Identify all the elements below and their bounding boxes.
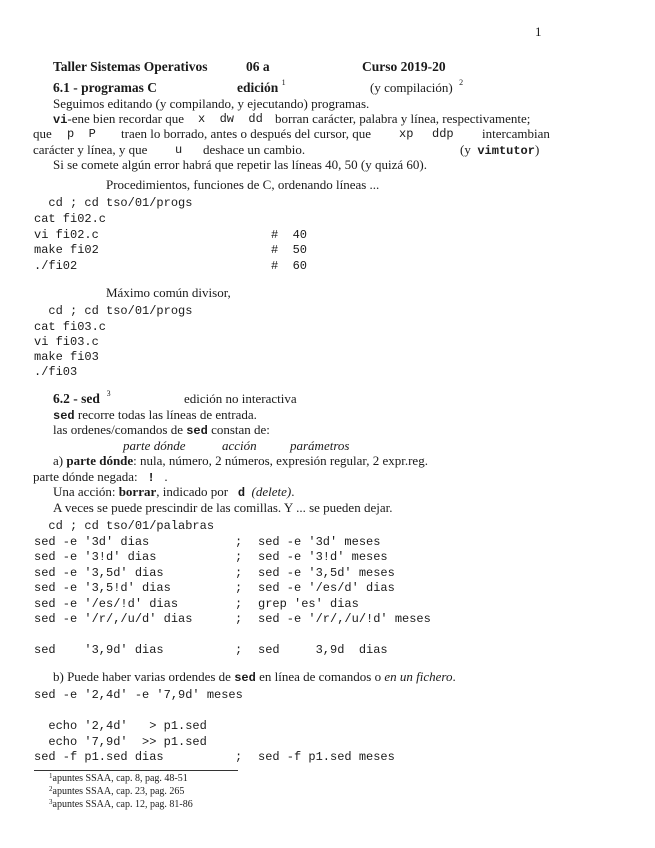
sed-cmd: sed — [53, 409, 75, 423]
example-left: sed -e '3!d' dias — [34, 550, 157, 564]
vimtutor-cmd: vimtutor — [477, 144, 535, 158]
part-action: acción — [222, 438, 257, 453]
item-a — [53, 453, 428, 469]
code-line: cd ; cd tso/01/progs — [34, 196, 193, 210]
footnote-rule — [34, 770, 238, 771]
part-where: parte dónde — [123, 438, 186, 453]
course-year: Curso 2019-20 — [362, 59, 446, 74]
footnote-mark: 1 — [49, 772, 53, 780]
sed-structure — [53, 422, 270, 438]
footnote-text: apuntes SSAA, cap. 23, pag. 265 — [52, 786, 185, 797]
title-text: 6.2 - sed — [53, 391, 100, 406]
item-b — [53, 669, 456, 685]
code-line: cd ; cd tso/01/palabras — [34, 519, 215, 533]
text: parte dónde negada: — [33, 469, 138, 484]
text: . — [164, 469, 168, 484]
footnote-ref-2[interactable]: 2 — [459, 78, 464, 87]
example-left: sed -e '/r/,/u/d' dias — [34, 612, 193, 626]
text: las ordenes/comandos de — [53, 422, 187, 437]
vi-paste-keys: p P — [67, 127, 96, 141]
section-6-2-title — [53, 391, 111, 407]
vi-swap-char-key: xp — [399, 127, 414, 141]
text: -ene bien recordar que — [67, 111, 184, 126]
code-comment: # 50 — [271, 243, 308, 257]
block1-caption: Procedimientos, funciones de C, ordenando líneas ... — [106, 177, 380, 192]
text: en un fichero — [384, 669, 453, 684]
example-left: sed -e '3d' dias — [34, 535, 150, 549]
action-note — [53, 484, 295, 500]
negation-symbol: ! — [147, 471, 155, 485]
example-left: sed -f p1.sed dias — [34, 750, 164, 764]
example-right: sed -e '/r/,/u/!d' meses — [258, 612, 431, 626]
vi-delete-keys: x dw dd — [198, 112, 263, 126]
block2-caption: Máximo común divisor, — [106, 285, 231, 300]
code-line: make fi03 — [34, 350, 99, 364]
section-6-2-subtitle: edición no interactiva — [184, 391, 297, 406]
text: , indicado por — [156, 484, 229, 499]
code-line: vi fi03.c — [34, 335, 99, 349]
code-line: cat fi02.c — [34, 212, 107, 226]
footnote-mark: 3 — [49, 798, 53, 806]
separator: ; — [235, 612, 243, 626]
vi-undo-key: u — [175, 143, 183, 157]
text: borran carácter, palabra y línea, respectivamente; — [275, 111, 531, 126]
paragraph-vi-line1 — [53, 111, 184, 127]
text: carácter y línea, y que — [33, 142, 148, 157]
code-line: ./fi03 — [34, 365, 78, 379]
code-comment: # 60 — [271, 259, 308, 273]
separator: ; — [235, 535, 243, 549]
code-line: vi fi02.c — [34, 228, 99, 242]
example-right: sed -f p1.sed meses — [258, 750, 395, 764]
example-left: sed -e '/es/!d' dias — [34, 597, 179, 611]
footnote-text: apuntes SSAA, cap. 8, pag. 48-51 — [52, 773, 188, 784]
footnote-1 — [49, 773, 188, 784]
example-right: sed 3,9d dias — [258, 643, 388, 657]
footnote-mark: 2 — [49, 785, 53, 793]
code-line: cat fi03.c — [34, 320, 107, 334]
section-6-1-aside — [370, 80, 463, 96]
text: Una acción: — [53, 484, 119, 499]
sed-description — [53, 407, 257, 423]
separator: ; — [235, 581, 243, 595]
footnote-text: apuntes SSAA, cap. 12, pag. 81-86 — [52, 799, 193, 810]
text: intercambian — [482, 126, 550, 141]
code-comment: # 40 — [271, 228, 308, 242]
paragraph-error-note: Si se comete algún error habrá que repetir las líneas 40, 50 (y quizá 60). — [53, 157, 427, 172]
text: ) — [534, 142, 540, 157]
page-number: 1 — [535, 24, 542, 39]
vi-swap-line-key: ddp — [432, 127, 454, 141]
aside-text: (y compilación) — [370, 80, 453, 95]
example-right: sed -e '/es/d' dias — [258, 581, 395, 595]
section-6-1-title: 6.1 - programas C — [53, 80, 157, 95]
text: deshace un cambio. — [203, 142, 306, 157]
code-line: ./fi02 — [34, 259, 78, 273]
text: recorre todas las líneas de entrada. — [74, 407, 257, 422]
example-left: sed -e '3,5d' dias — [34, 566, 164, 580]
code-line: make fi02 — [34, 243, 99, 257]
text: : nula, número, 2 números, expresión regular, 2 expr.reg. — [133, 453, 428, 468]
code-line: cd ; cd tso/01/progs — [34, 304, 193, 318]
sed-cmd: sed — [234, 671, 256, 685]
footnote-2 — [49, 786, 184, 797]
example-right: sed -e '3!d' meses — [258, 550, 388, 564]
text: b) Puede haber varias ordendes de — [53, 669, 235, 684]
text: . — [291, 484, 295, 499]
text: parte dónde — [66, 453, 134, 468]
text: . — [452, 669, 456, 684]
text: que — [33, 126, 52, 141]
footnote-3 — [49, 799, 193, 810]
section-6-1-subtitle — [237, 80, 286, 96]
vi-cmd: vi — [53, 113, 68, 127]
text: a) — [53, 453, 67, 468]
text: constan de: — [207, 422, 270, 437]
footnote-ref-3[interactable]: 3 — [106, 389, 111, 398]
session-label: 06 a — [246, 59, 270, 74]
example-right: sed -e '3,5d' meses — [258, 566, 395, 580]
separator: ; — [235, 566, 243, 580]
separator: ; — [235, 750, 243, 764]
text: borrar — [118, 484, 157, 499]
code-line: echo '7,9d' >> p1.sed — [34, 735, 207, 749]
text: en línea de comandos o — [255, 669, 385, 684]
subtitle-text: edición — [237, 80, 279, 95]
code-line: sed -e '2,4d' -e '7,9d' meses — [34, 688, 243, 702]
text: traen lo borrado, antes o después del cursor, que — [121, 126, 372, 141]
sed-cmd: sed — [186, 424, 208, 438]
example-left: sed -e '3,5!d' dias — [34, 581, 171, 595]
paragraph-intro: Seguimos editando (y compilando, y ejecutando) programas. — [53, 96, 370, 111]
delete-cmd: d — [237, 486, 246, 500]
separator: ; — [235, 597, 243, 611]
text: (delete) — [251, 484, 292, 499]
text: (y — [460, 142, 471, 157]
example-right: sed -e '3d' meses — [258, 535, 381, 549]
negation-note — [33, 469, 168, 485]
quotes-note: A veces se puede prescindir de las comillas. Y ... se pueden dejar. — [53, 500, 393, 515]
code-line: echo '2,4d' > p1.sed — [34, 719, 207, 733]
example-right: grep 'es' dias — [258, 597, 359, 611]
vimtutor-note — [460, 142, 539, 158]
example-left: sed '3,9d' dias — [34, 643, 164, 657]
footnote-ref-1[interactable]: 1 — [281, 78, 286, 87]
part-parameters: parámetros — [290, 438, 350, 453]
separator: ; — [235, 643, 243, 657]
course-title: Taller Sistemas Operativos — [53, 59, 208, 74]
separator: ; — [235, 550, 243, 564]
